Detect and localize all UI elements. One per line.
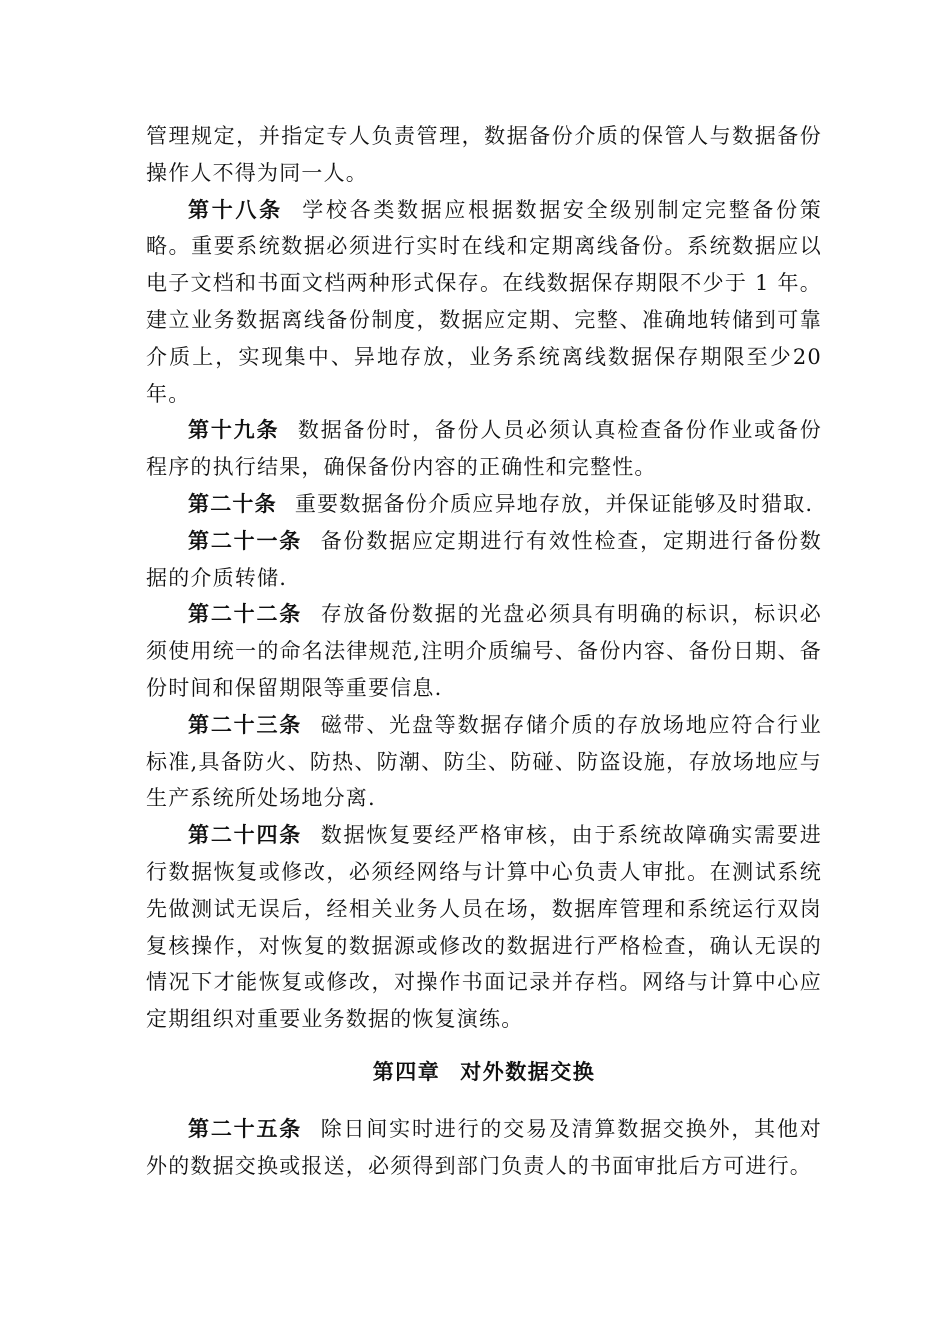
- articles-section: [146, 118, 822, 1038]
- article-paragraph: [146, 192, 822, 413]
- article-paragraph: [146, 596, 822, 706]
- document-page: [146, 118, 822, 1184]
- chapter-title: 对外数据交换: [460, 1059, 596, 1084]
- article-text: 数据恢复要经严格审核，由于系统故障确实需要进行数据恢复或修改，必须经网络与计算中心负责人审批。在测试系统先做测试无误后，经相关业务人员在场，数据库管理和系统运行双岗复核操作，对恢复的数据源或修改的数据进行严格检查，确认无误的情况下才能恢复或修改，对操作书面记录并存档。网络与计算中心应定期组织对重要业务数据的恢复演练。: [146, 823, 822, 1032]
- chapter-heading: [146, 1054, 822, 1091]
- article-number: 第二十五条: [188, 1116, 303, 1141]
- article-text: 管理规定，并指定专人负责管理，数据备份介质的保管人与数据备份操作人不得为同一人。: [146, 124, 822, 185]
- article-text: 学校各类数据应根据数据安全级别制定完整备份策略。重要系统数据必须进行实时在线和定期离线备份。系统数据应以电子文档和书面文档两种形式保存。在线数据保存期限不少于 1 年。建立业务数据离线备份制度，数据应定期、完整、准确地转储到可靠介质上，实现集中、异地存放，业务系统离线数据保存期限至少20 年。: [146, 197, 822, 406]
- article-paragraph: [146, 523, 822, 597]
- article-number: 第十九条: [188, 418, 280, 443]
- article-number: 第二十条: [188, 491, 277, 516]
- article-number: 第二十二条: [188, 602, 303, 627]
- article-text: 数据备份时，备份人员必须认真检查备份作业或备份程序的执行结果，确保备份内容的正确性和完整性。: [146, 418, 822, 480]
- article-number: 第十八条: [188, 197, 283, 222]
- article-number: 第二十四条: [188, 823, 303, 848]
- article-paragraph: [146, 412, 822, 486]
- article-text: 磁带、光盘等数据存储介质的存放场地应符合行业标准,具备防火、防热、防潮、防尘、防碰、防盗设施，存放场地应与生产系统所处场地分离.: [146, 712, 822, 811]
- article-text: 存放备份数据的光盘必须具有明确的标识，标识必须使用统一的命名法律规范,注明介质编号、备份内容、备份日期、备份时间和保留期限等重要信息.: [146, 602, 822, 700]
- article-text: 备份数据应定期进行有效性检查，定期进行备份数据的介质转储.: [146, 528, 822, 590]
- chapter-articles-section: [146, 1111, 822, 1185]
- article-paragraph: [146, 1111, 822, 1185]
- article-text: 重要数据备份介质应异地存放，并保证能够及时猎取.: [294, 491, 814, 516]
- chapter-number: 第四章: [372, 1059, 441, 1084]
- article-paragraph: [146, 707, 822, 817]
- article-paragraph: [146, 486, 822, 523]
- continued-paragraph: [146, 118, 822, 192]
- article-number: 第二十三条: [188, 712, 303, 737]
- article-number: 第二十一条: [188, 528, 303, 553]
- article-paragraph: [146, 817, 822, 1038]
- article-text: 除日间实时进行的交易及清算数据交换外，其他对外的数据交换或报送，必须得到部门负责人的书面审批后方可进行。: [146, 1116, 822, 1178]
